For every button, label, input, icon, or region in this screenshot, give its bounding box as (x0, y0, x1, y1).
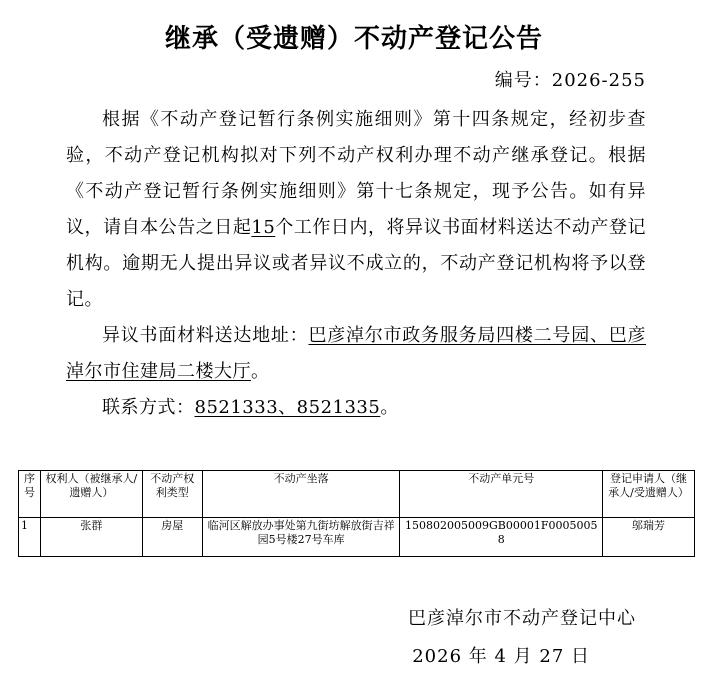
header-unit-number: 不动产单元号 (400, 471, 603, 518)
header-index: 序号 (19, 471, 41, 518)
cell-applicant: 邬瑞芳 (603, 518, 695, 557)
cell-right-type: 房屋 (142, 518, 202, 557)
document-number: 编号：2026-255 (494, 70, 646, 91)
cell-unit-number: 150802005009GB00001F00050058 (400, 518, 603, 557)
address-label: 异议书面材料送达地址： (102, 325, 309, 346)
contact-label: 联系方式： (102, 397, 195, 418)
address-end: 。 (251, 361, 270, 382)
address-value: 巴彦淖尔市政务服务局四楼二号园、巴彦淖尔市住建局二楼大厅 (66, 325, 647, 382)
registration-table (18, 470, 695, 557)
header-applicant: 登记申请人（继承人/受遗赠人） (603, 471, 695, 518)
header-location: 不动产坐落 (202, 471, 400, 518)
issue-date: 2026 年 4 月 27 日 (412, 646, 590, 667)
objection-days: 15 (251, 217, 276, 238)
contact-paragraph (66, 390, 646, 426)
notice-paragraph (66, 102, 646, 318)
cell-location: 临河区解放办事处第九街坊解放街吉祥园5号楼27号车库 (202, 518, 400, 557)
table-row (19, 518, 695, 557)
issuer-signature: 巴彦淖尔市不动产登记中心 (408, 608, 636, 629)
paragraph-text-suffix: 个工作日内，将异议书面材料送达不动产登记机构。逾期无人提出异议或者异议不成立的，不动产登记机构将予以登记。 (66, 217, 647, 310)
cell-right-holder: 张群 (40, 518, 142, 557)
header-right-type: 不动产权利类型 (142, 471, 202, 518)
table-header-row (19, 471, 695, 518)
cell-index: 1 (19, 518, 41, 557)
notice-body (66, 102, 646, 426)
contact-end: 。 (380, 397, 399, 418)
address-paragraph (66, 318, 646, 390)
contact-value: 8521333、8521335 (194, 397, 381, 418)
paragraph-text-prefix: 根据《不动产登记暂行条例实施细则》第十四条规定，经初步查验，不动产登记机构拟对下列不动产权利办理不动产继承登记。根据《不动产登记暂行条例实施细则》第十七条规定，现予公告。如有异议，请自本公告之日起 (66, 109, 646, 238)
header-right-holder: 权利人（被继承人/遗赠人） (40, 471, 142, 518)
notice-title: 继承（受遗赠）不动产登记公告 (164, 24, 543, 54)
